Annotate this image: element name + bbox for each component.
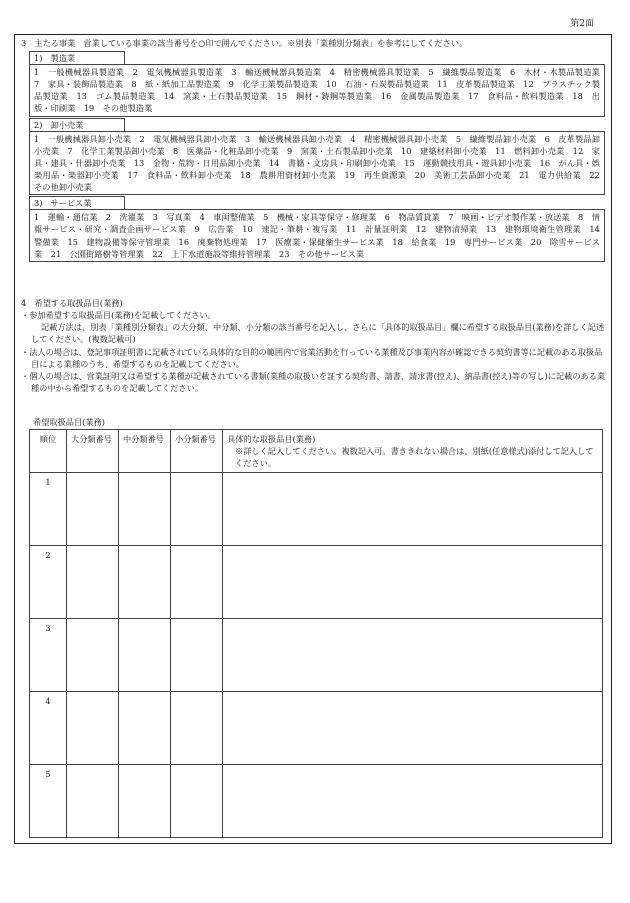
table-row	[30, 546, 603, 619]
detail-cell[interactable]	[223, 473, 603, 546]
rank-cell: 4	[30, 692, 67, 765]
category-label: 3) サービス業	[29, 196, 125, 209]
rank-cell: 3	[30, 619, 67, 692]
medium-category-cell[interactable]	[119, 546, 171, 619]
table-caption: 希望取扱品目(業務)	[33, 417, 105, 427]
header-small-category: 小分類番号	[171, 430, 223, 473]
category-label: 1) 製造業	[29, 51, 125, 64]
small-category-cell[interactable]	[171, 473, 223, 546]
rank-cell: 5	[30, 765, 67, 838]
section4-title: 4 希望する取扱品目(業務)	[21, 298, 123, 308]
category-manufacturing	[29, 51, 609, 117]
small-category-cell[interactable]	[171, 619, 223, 692]
table-row	[30, 473, 603, 546]
medium-category-cell[interactable]	[119, 765, 171, 838]
desired-items-table	[29, 429, 603, 838]
medium-category-cell[interactable]	[119, 473, 171, 546]
category-items: 1 運輸・通信業 2 洗濯業 3 写真業 4 車両整備業 5 機械・家具等保守・修理業 6 物品賃貸業 7 映画・ビデオ製作業・放送業 8 情報サービス・研究・調査企画サービス業 9 広告業 10 速記・筆耕・複写業 11 計量証明業 12 建物清掃業 13 建物環境衛生管理業 14 警備業 15 建物設備等保守管理業 16 廃棄物処理業 17 医療業・保健衛生サービス業 18 給食業 19 専門サービス業 20 除雪サービス業 21 公園街路樹等管理業 22 上下水道施設等維持管理業 23 その他サービス業	[29, 209, 605, 262]
section4	[21, 297, 607, 394]
category-label: 2) 卸小売業	[29, 118, 125, 131]
rank-cell: 2	[30, 546, 67, 619]
category-wholesale-retail	[29, 118, 609, 196]
form-frame	[14, 34, 612, 844]
header-detail	[223, 430, 603, 473]
header-large-category: 大分類番号	[67, 430, 119, 473]
large-category-cell[interactable]	[67, 692, 119, 765]
rank-cell: 1	[30, 473, 67, 546]
section3-title: 3 主たる事業 営業している事業の該当番号を○印で囲んでください。※別表「業種別分類表」を参考にしてください。	[21, 38, 468, 48]
category-items: 1 一般機械器具卸小売業 2 電気機械器具卸小売業 3 輸送機械器具卸小売業 4 精密機械器具卸小売業 5 繊維製品卸小売業 6 皮革製品卸小売業 7 化学工業製品卸小売業 8 医薬品・化粧品卸小売業 9 窯業・土石製品卸小売業 10 建築材料卸小売業 11 燃料卸小売業 12 家具・建具・什器卸小売業 13 金物・荒物・日用品卸小売業 14 書籍・文房具・印刷卸小売業 15 運動競技用具・遊具卸小売業 16 がん具・娯楽用品・楽器卸小売業 17 食料品・飲料卸小売業 18 農耕用資材卸小売業 19 再生資源業 20 美術工芸品卸小売業 21 電力供給業 22 その他卸小売業	[29, 131, 605, 196]
category-items: 1 一般機械器具製造業 2 電気機械器具製造業 3 輸送機械器具製造業 4 精密機械器具製造業 5 繊維製品製造業 6 木材・木製品製造業 7 家具・装飾品製造業 8 紙・紙加工品製造業 9 化学工業製品製造業 10 石油・石炭製品製造業 11 皮革製品製造業 12 プラスチック製品製造業 13 ゴム製品製造業 14 窯業・土石製品製造業 15 鋼材・鋳鋼等製造業 16 金属製品製造業 17 食料品・飲料製造業 18 出版・印刷業 19 その他製造業	[29, 64, 605, 117]
detail-cell[interactable]	[223, 619, 603, 692]
table-row	[30, 692, 603, 765]
small-category-cell[interactable]	[171, 765, 223, 838]
large-category-cell[interactable]	[67, 765, 119, 838]
large-category-cell[interactable]	[67, 473, 119, 546]
detail-cell[interactable]	[223, 765, 603, 838]
small-category-cell[interactable]	[171, 692, 223, 765]
business-categories	[29, 51, 609, 263]
header-detail-note: ※詳しく記入してください。複数記入可。書ききれない場合は、別紙(任意様式)添付して記入してください。	[235, 446, 594, 469]
header-detail-title: 具体的な取扱品目(業務)	[227, 434, 316, 444]
detail-cell[interactable]	[223, 692, 603, 765]
instruction-participation: ・参加希望する取扱品目(業務)を記載してください。	[21, 310, 216, 321]
large-category-cell[interactable]	[67, 546, 119, 619]
instruction-method: 記載方法は、別表「業種別分類表」の大分類、中分類、小分類の該当番号を記入し、さらに「具体的取扱品目」欄に希望する取扱品目(業務)を詳しく記述してください。(複数記載可)	[31, 322, 605, 345]
table-row	[30, 765, 603, 838]
header-medium-category: 中分類番号	[119, 430, 171, 473]
instruction-individual: ・個人の場合は、営業証明又は希望する業種が記載されている書類(業種の取扱いを証する契約書、請書、請求書(控え)、納品書(控え)等の写し)に記載のある業種の中から希望するものを記載してください。	[21, 370, 606, 393]
detail-cell[interactable]	[223, 546, 603, 619]
small-category-cell[interactable]	[171, 546, 223, 619]
header-rank: 順位	[30, 430, 67, 473]
large-category-cell[interactable]	[67, 619, 119, 692]
instruction-corporation: ・法人の場合は、登記事項証明書に記載されている具体的な目的の範囲内で営業活動を行っている業種及び事業内容が確認できる契約書等に記載のある取扱品目による業種のうち、希望するものを記載してください。	[21, 346, 603, 369]
table-header-row	[30, 430, 603, 473]
page-number: 第2面	[570, 19, 594, 29]
medium-category-cell[interactable]	[119, 619, 171, 692]
table-row	[30, 619, 603, 692]
category-service	[29, 196, 609, 262]
medium-category-cell[interactable]	[119, 692, 171, 765]
